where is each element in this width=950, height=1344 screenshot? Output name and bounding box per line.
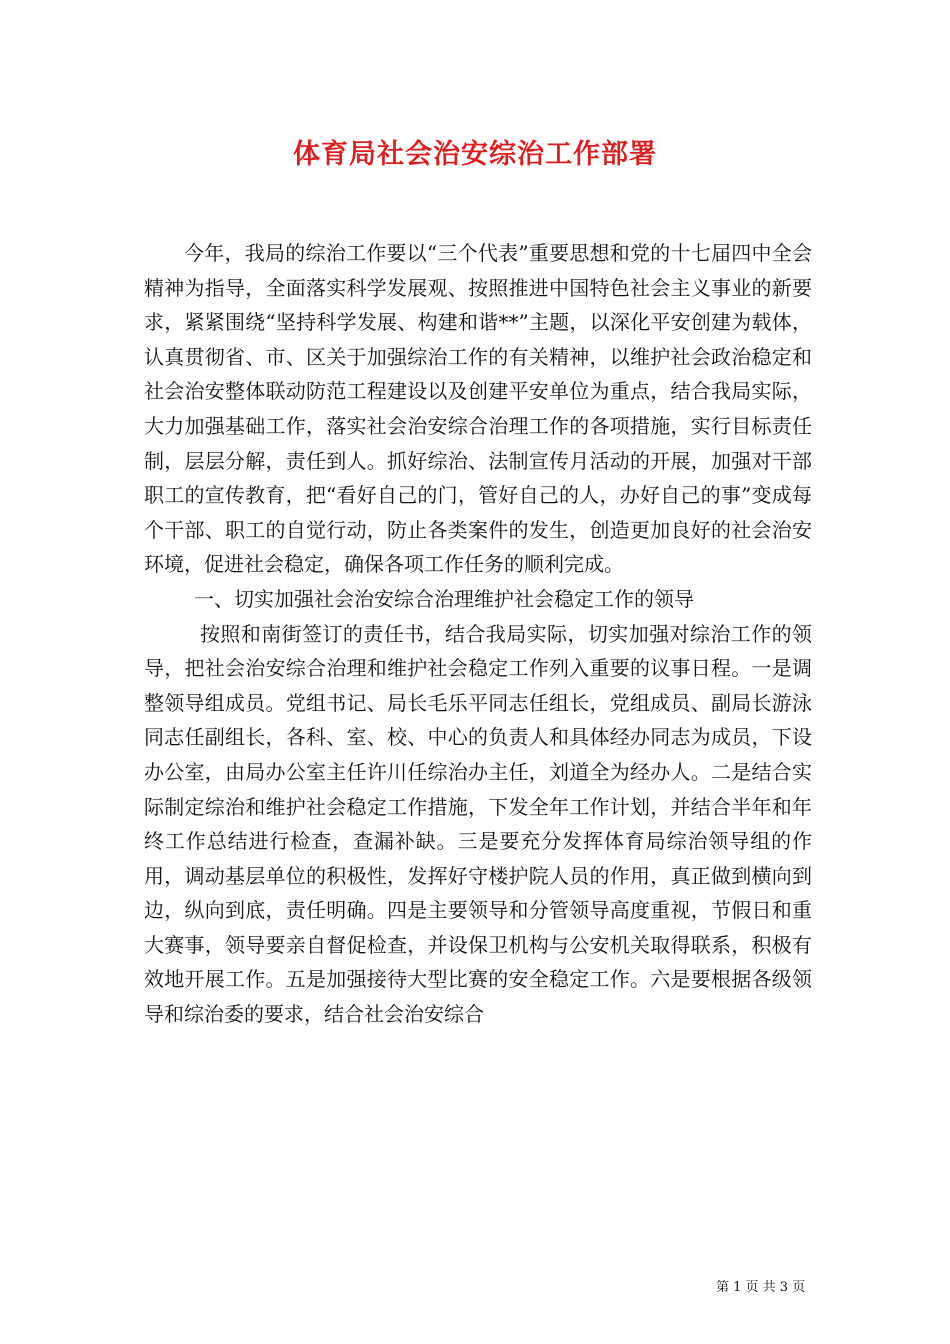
paragraph-intro: 今年，我局的综治工作要以“三个代表”重要思想和党的十七届四中全会精神为指导，全面落实科学发展观、按照推进中国特色社会主义事业的新要求，紧紧围绕“坚持科学发展、构建和谐**”主题，以深化平安创建为载体，认真贯彻省、市、区关于加强综治工作的有关精神，以维护社会政治稳定和社会治安整体联动防范工程建设以及创建平安单位为重点，结合我局实际，大力加强基础工作，落实社会治安综合治理工作的各项措施，实行目标责任制，层层分解，责任到人。抓好综治、法制宣传月活动的开展，加强对干部职工的宣传教育，把“看好自己的门，管好自己的人，办好自己的事”变成每个干部、职工的自觉行动，防止各类案件的发生，创造更加良好的社会治安环境，促进社会稳定，确保各项工作任务的顺利完成。 — [144, 241, 812, 577]
document-title: 体育局社会治安综治工作部署 — [293, 139, 657, 170]
section-heading-1: 一、切实加强社会治安综合治理维护社会稳定工作的领导 — [194, 586, 694, 611]
paragraph-section-1: 按照和南街签订的责任书，结合我局实际，切实加强对综治工作的领导，把社会治安综合治理和维护社会稳定工作列入重要的议事日程。一是调整领导组成员。党组书记、局长毛乐平同志任组长，党组成员、副局长游泳同志任副组长，各科、室、校、中心的负责人和具体经办同志为成员，下设办公室，由局办公室主任许川任综治办主任，刘道全为经办人。二是结合实际制定综治和维护社会稳定工作措施，下发全年工作计划，并结合半年和年终工作总结进行检查，查漏补缺。三是要充分发挥体育局综治领导组的作用，调动基层单位的积极性，发挥好守楼护院人员的作用，真正做到横向到边，纵向到底，责任明确。四是主要领导和分管领导高度重视，节假日和重大赛事，领导要亲自督促检查，并设保卫机构与公安机关取得联系，积极有效地开展工作。五是加强接待大型比赛的安全稳定工作。六是要根据各级领导和综治委的要求，结合社会治安综合 — [144, 621, 812, 1027]
document-body — [144, 236, 812, 1032]
page-number-footer: 第 1 页 共 3 页 — [716, 1280, 806, 1295]
